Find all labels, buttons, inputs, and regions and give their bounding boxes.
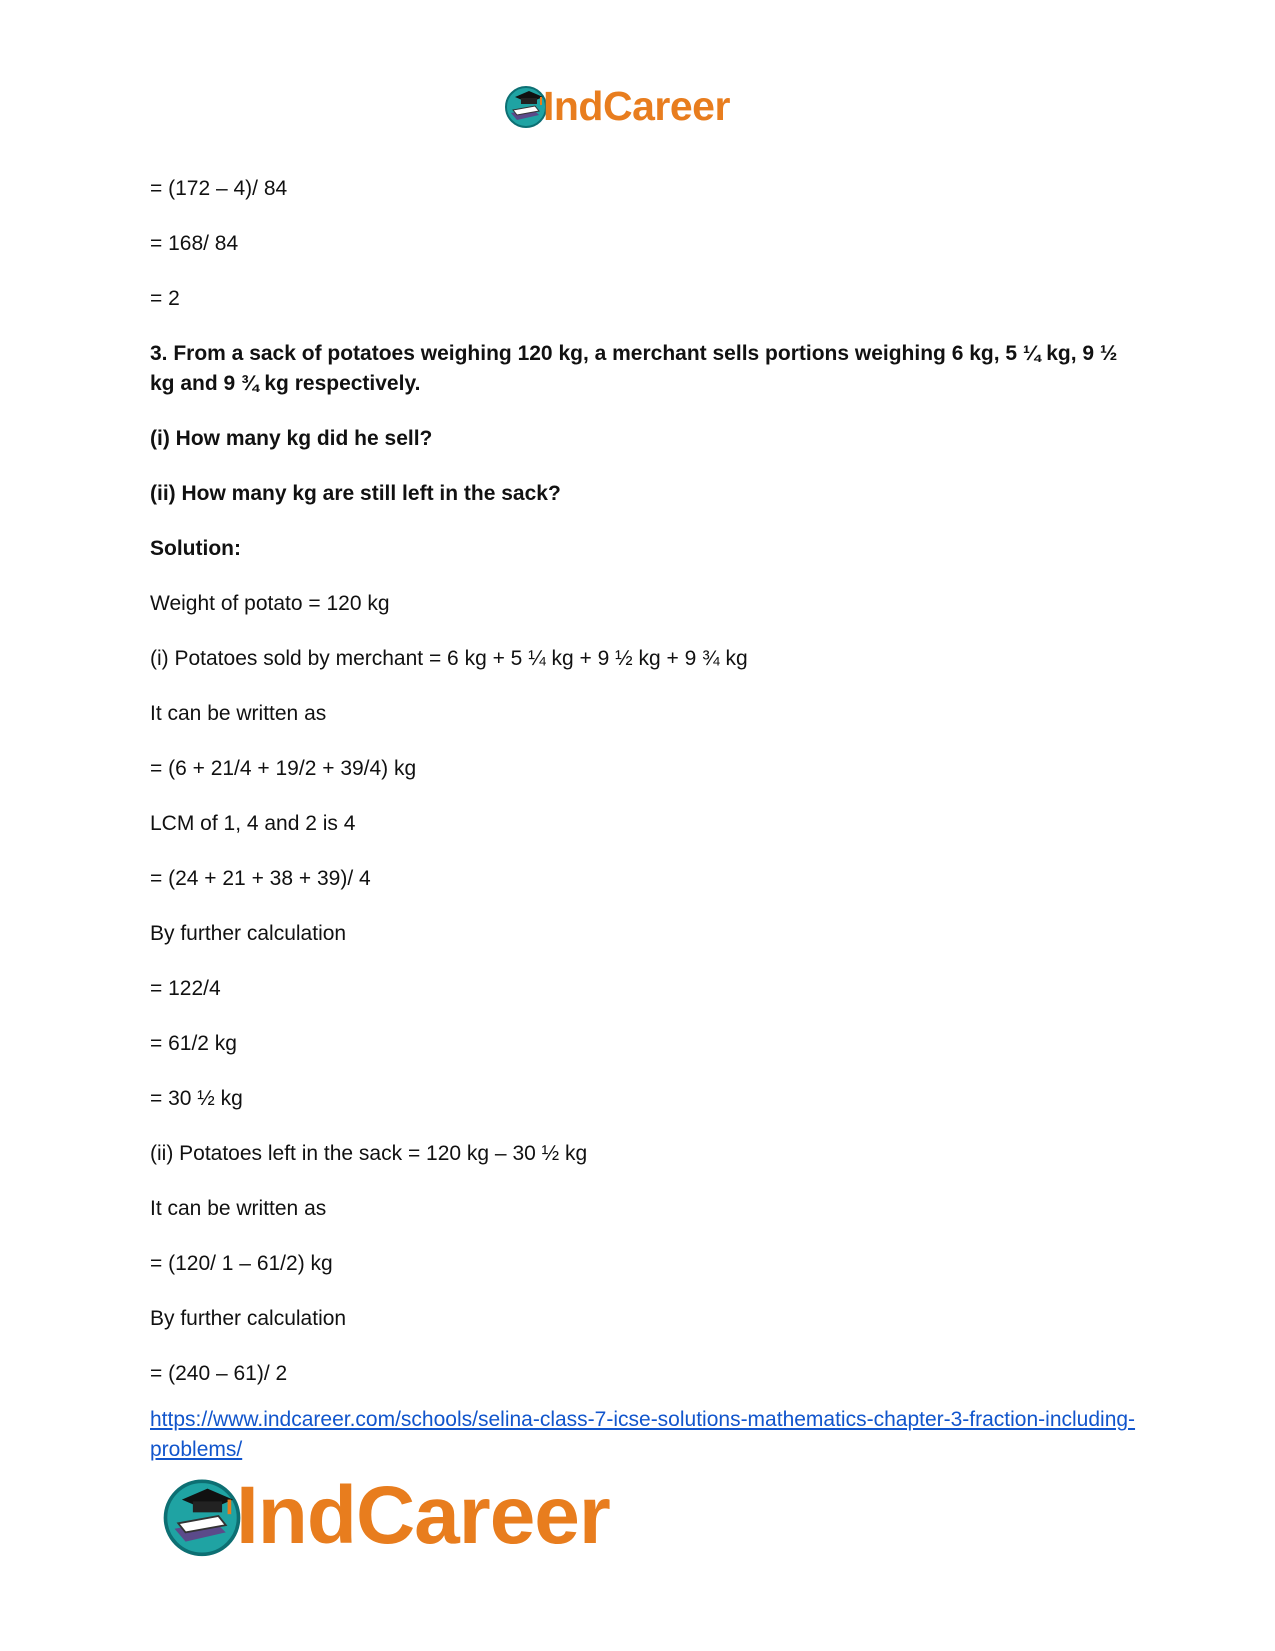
solution-line: = (24 + 21 + 38 + 39)/ 4	[150, 867, 371, 890]
calc-line: = (172 – 4)/ 84	[150, 177, 288, 200]
header-logo	[503, 78, 730, 134]
solution-line: (i) Potatoes sold by merchant = 6 kg + 5 ¼ kg + 9 ½ kg + 9 ¾ kg	[150, 647, 748, 670]
footer-logo	[160, 1466, 610, 1566]
calc-line: = 2	[150, 287, 180, 310]
calc-line: = 168/ 84	[150, 232, 239, 255]
solution-line: = (240 – 61)/ 2	[150, 1362, 288, 1385]
solution-line: = (6 + 21/4 + 19/2 + 39/4) kg	[150, 757, 417, 780]
question-text: 3. From a sack of potatoes weighing 120 kg, a merchant sells portions weighing 6 kg, 5 ¼ kg, 9 ½ kg and 9 ¾ kg respectively.	[150, 342, 1118, 395]
solution-line: (ii) Potatoes left in the sack = 120 kg – 30 ½ kg	[150, 1142, 588, 1165]
logo-text: IndCareer	[543, 82, 730, 129]
question-part-i: (i) How many kg did he sell?	[150, 427, 433, 450]
solution-line: LCM of 1, 4 and 2 is 4	[150, 812, 356, 835]
solution-line: = (120/ 1 – 61/2) kg	[150, 1252, 333, 1275]
document-body	[150, 174, 1130, 1414]
graduation-cap-globe-icon	[160, 1474, 244, 1558]
logo-text: IndCareer	[236, 1470, 610, 1561]
solution-line: = 61/2 kg	[150, 1032, 237, 1055]
solution-heading: Solution:	[150, 537, 241, 560]
solution-line: = 30 ½ kg	[150, 1087, 243, 1110]
solution-line: It can be written as	[150, 1197, 327, 1220]
solution-line: It can be written as	[150, 702, 327, 725]
question-part-ii: (ii) How many kg are still left in the sack?	[150, 482, 561, 505]
solution-line: By further calculation	[150, 1307, 347, 1330]
solution-line: By further calculation	[150, 922, 347, 945]
solution-line: = 122/4	[150, 977, 221, 1000]
source-link[interactable]: https://www.indcareer.com/schools/selina-class-7-icse-solutions-mathematics-chapter-3-fraction-including-problems/	[150, 1408, 1136, 1461]
solution-line: Weight of potato = 120 kg	[150, 592, 390, 615]
